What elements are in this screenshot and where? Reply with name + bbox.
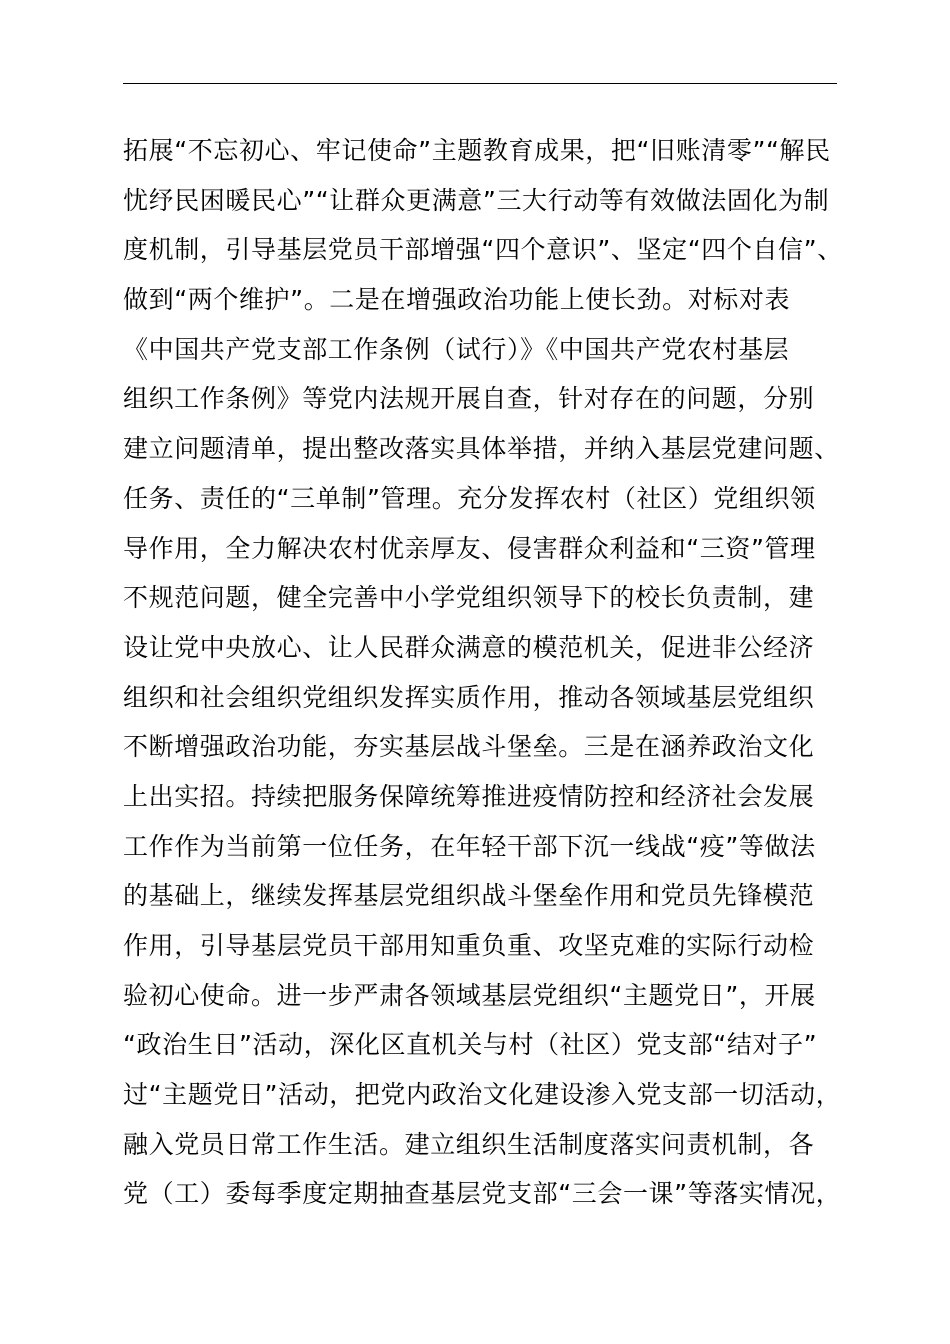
text-line: 《中国共产党支部工作条例（试行）》《中国共产党农村基层	[123, 334, 790, 364]
text-line: 组织和社会组织党组织发挥实质作用，推动各领域基层党组织	[123, 682, 815, 712]
text-line: 党（工）委每季度定期抽查基层党支部“三会一课”等落实情况，	[123, 1179, 842, 1209]
text-line: 度机制，引导基层党员干部增强“四个意识”、坚定“四个自信”、	[123, 235, 843, 265]
text-line: 验初心使命。进一步严肃各领域基层党组织“主题党日”，开展	[123, 980, 816, 1010]
text-line: “政治生日”活动，深化区直机关与村（社区）党支部“结对子”	[123, 1030, 818, 1060]
text-line: 任务、责任的“三单制”管理。充分发挥农村（社区）党组织领	[123, 483, 816, 513]
body-text	[123, 126, 883, 1219]
text-line: 上出实招。持续把服务保障统筹推进疫情防控和经济社会发展	[123, 781, 815, 811]
text-line: 作用，引导基层党员干部用知重负重、攻坚克难的实际行动检	[123, 931, 815, 960]
text-line: 融入党员日常工作生活。建立组织生活制度落实问责机制，各	[123, 1129, 815, 1159]
text-line: 建立问题清单，提出整改落实具体举措，并纳入基层党建问题、	[123, 434, 840, 464]
text-line: 不规范问题，健全完善中小学党组织领导下的校长负责制，建	[123, 583, 815, 613]
text-line: 工作作为当前第一位任务，在年轻干部下沉一线战“疫”等做法	[123, 831, 816, 861]
text-line: 的基础上，继续发挥基层党组织战斗堡垒作用和党员先锋模范	[123, 881, 815, 911]
text-line: 过“主题党日”活动，把党内政治文化建设渗入党支部一切活动，	[123, 1080, 842, 1110]
text-line: 拓展“不忘初心、牢记使命”主题教育成果，把“旧账清零”“解民	[123, 136, 831, 165]
text-line: 不断增强政治功能，夯实基层战斗堡垒。三是在涵养政治文化	[123, 732, 815, 762]
header-rule	[123, 83, 837, 84]
text-line: 导作用，全力解决农村优亲厚友、侵害群众利益和“三资”管理	[123, 533, 816, 563]
text-line: 设让党中央放心、让人民群众满意的模范机关，促进非公经济	[123, 632, 815, 662]
text-line: 忧纾民困暖民心”“让群众更满意”三大行动等有效做法固化为制	[123, 185, 830, 215]
text-line: 组织工作条例》等党内法规开展自查，针对存在的问题，分别	[123, 384, 815, 414]
text-line: 做到“两个维护”。二是在增强政治功能上使长劲。对标对表	[123, 285, 791, 315]
